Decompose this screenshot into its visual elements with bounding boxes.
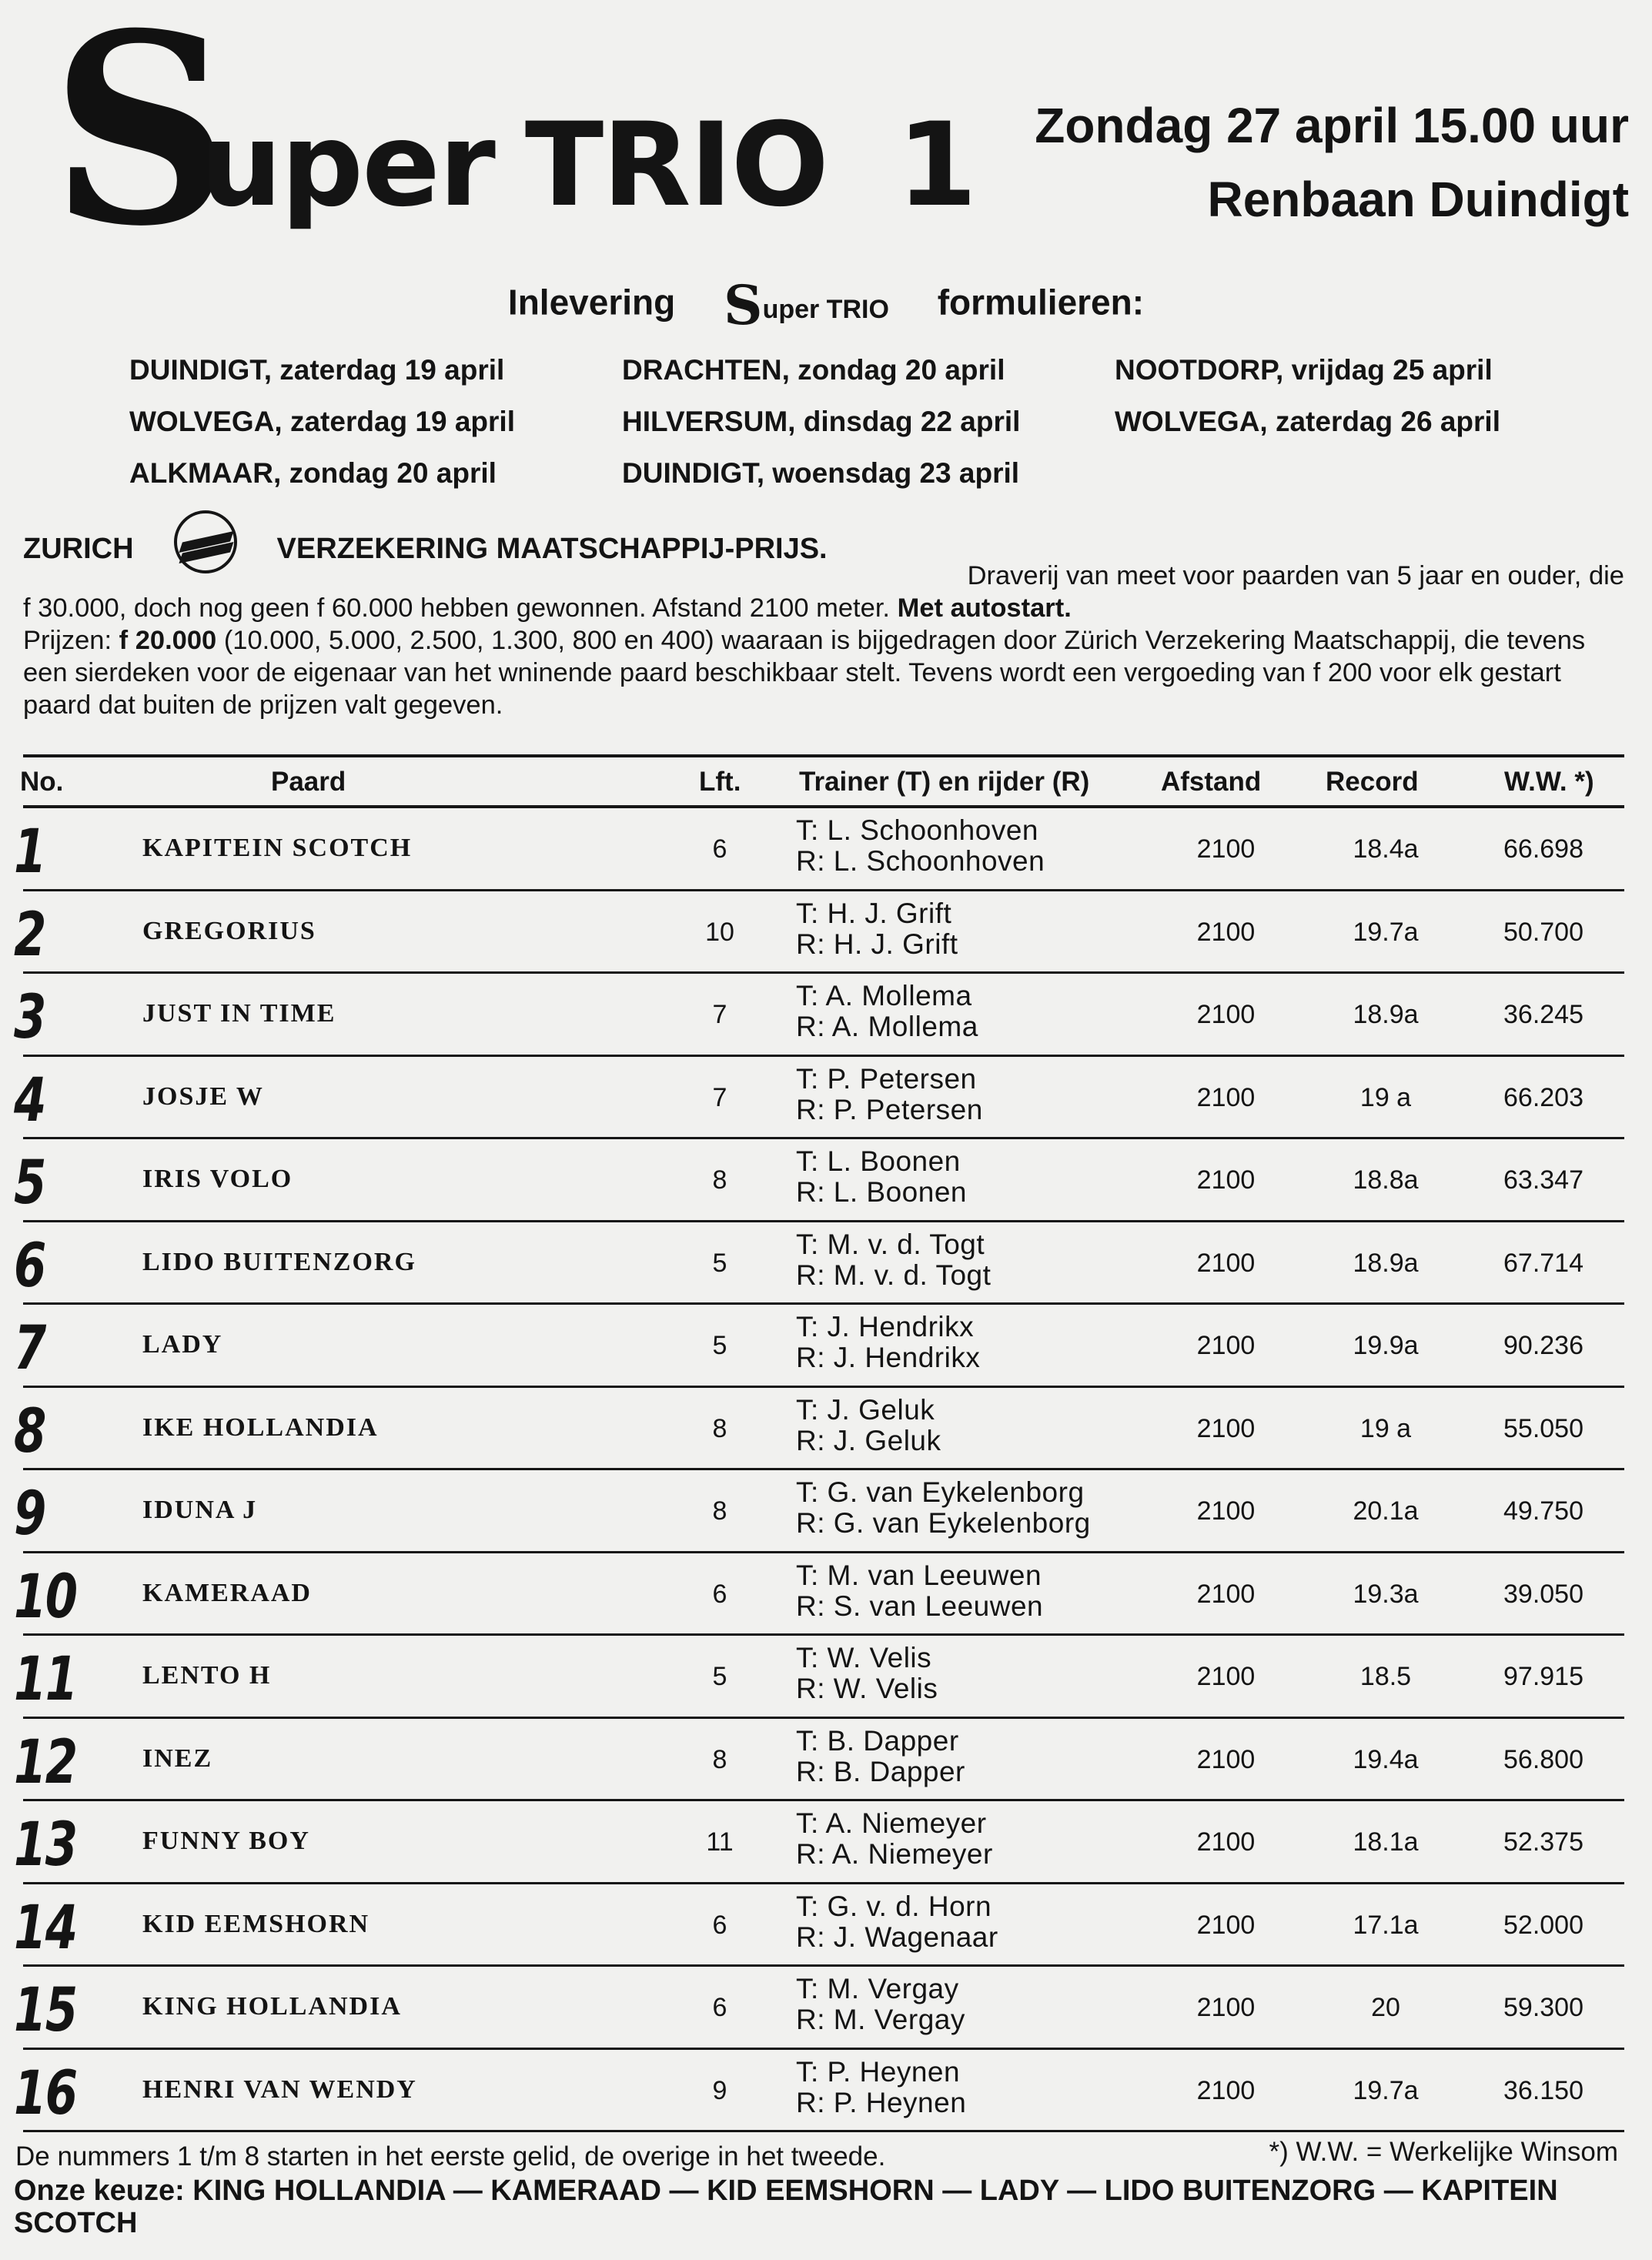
super-trio-mini-logo bbox=[724, 273, 889, 337]
horse-name: LADY bbox=[142, 1330, 223, 1359]
event-info bbox=[936, 89, 1629, 236]
horse-name: JUST IN TIME bbox=[142, 999, 336, 1028]
horse-name: KAMERAAD bbox=[142, 1578, 312, 1607]
horse-record: 20 bbox=[1371, 1993, 1400, 2022]
horse-name: HENRI VAN WENDY bbox=[142, 2074, 417, 2104]
row-divider bbox=[23, 1551, 1624, 1553]
location-item: DUINDIGT, zaterdag 19 april bbox=[129, 354, 505, 386]
rider-name: R: H. J. Grift bbox=[796, 928, 958, 960]
submission-lead: Inlevering bbox=[507, 282, 676, 323]
prizes-label: Prijzen: bbox=[23, 626, 119, 655]
trainer-name: T: M. van Leeuwen bbox=[796, 1559, 1042, 1591]
row-divider bbox=[23, 1055, 1624, 1057]
horse-age: 6 bbox=[712, 834, 727, 864]
row-divider bbox=[23, 1799, 1624, 1801]
table-row bbox=[0, 1886, 1652, 1968]
race-autostart: Met autostart. bbox=[897, 593, 1072, 623]
horse-winnings: 66.203 bbox=[1503, 1082, 1583, 1112]
row-divider bbox=[23, 1633, 1624, 1636]
horse-record: 18.5 bbox=[1359, 1662, 1412, 1691]
race-conditions-text: f 30.000, doch nog geen f 60.000 hebben gewonnen. Afstand 2100 meter. bbox=[23, 593, 898, 623]
row-divider bbox=[23, 2130, 1624, 2132]
row-divider bbox=[23, 1220, 1624, 1222]
header-age: Lft. bbox=[699, 767, 741, 797]
horse-name: LIDO BUITENZORG bbox=[142, 1247, 416, 1276]
table-row bbox=[0, 975, 1652, 1058]
rider-name: R: M. Vergay bbox=[796, 2004, 965, 2035]
rider-name: R: A. Mollema bbox=[796, 1011, 978, 1042]
horse-record: 18.8a bbox=[1353, 1165, 1419, 1195]
trainer-name: T: W. Velis bbox=[796, 1642, 932, 1673]
row-divider bbox=[23, 1386, 1624, 1388]
horse-age: 11 bbox=[706, 1827, 734, 1857]
table-row bbox=[0, 1803, 1652, 1885]
trainer-name: T: A. Mollema bbox=[796, 980, 972, 1011]
horse-number: 1 bbox=[14, 817, 45, 887]
horse-name: INEZ bbox=[142, 1743, 213, 1773]
ww-note: *) W.W. = Werkelijke Winsom bbox=[1269, 2137, 1618, 2167]
horse-age: 7 bbox=[712, 1082, 727, 1112]
header-no: No. bbox=[20, 767, 64, 797]
horse-winnings: 97.915 bbox=[1503, 1662, 1583, 1691]
trainer-name: T: P. Heynen bbox=[796, 2055, 961, 2088]
horse-number: 16 bbox=[14, 2058, 77, 2128]
trainer-name: T: L. Boonen bbox=[796, 1145, 961, 1177]
race-distance: 2100 bbox=[1196, 1744, 1256, 1774]
mini-logo-s: S bbox=[724, 273, 763, 337]
table-row bbox=[0, 2051, 1652, 2134]
table-row bbox=[0, 1224, 1652, 1306]
race-distance: 2100 bbox=[1196, 917, 1256, 947]
table-header bbox=[0, 761, 1652, 805]
horse-number: 3 bbox=[14, 983, 45, 1052]
horse-number: 7 bbox=[14, 1314, 45, 1383]
horse-winnings: 59.300 bbox=[1503, 1993, 1583, 2022]
horse-winnings: 50.700 bbox=[1503, 917, 1583, 947]
horse-winnings: 63.347 bbox=[1503, 1165, 1583, 1195]
horse-age: 7 bbox=[712, 1000, 727, 1029]
logo-number: 1 bbox=[897, 99, 976, 232]
horse-name: KING HOLLANDIA bbox=[142, 1992, 402, 2021]
horse-record: 19.4a bbox=[1353, 1744, 1419, 1774]
header-ww: W.W. *) bbox=[1504, 767, 1594, 797]
sponsor-left: ZURICH bbox=[23, 533, 134, 566]
trainer-name: T: M. v. d. Togt bbox=[796, 1228, 985, 1260]
horse-number: 13 bbox=[14, 1810, 77, 1880]
row-divider bbox=[23, 1468, 1624, 1470]
table-row bbox=[0, 1141, 1652, 1223]
horse-age: 5 bbox=[712, 1248, 727, 1278]
logo-uper: uper bbox=[200, 99, 494, 232]
horse-age: 8 bbox=[712, 1413, 727, 1443]
horse-winnings: 66.698 bbox=[1503, 834, 1583, 864]
race-conditions-line1: Draverij van meet voor paarden van 5 jaar en ouder, die bbox=[967, 561, 1624, 590]
logo-big-s: S bbox=[51, 0, 231, 284]
horse-winnings: 52.000 bbox=[1503, 1910, 1583, 1940]
location-item: WOLVEGA, zaterdag 26 april bbox=[1115, 406, 1500, 437]
horse-age: 6 bbox=[712, 1993, 727, 2022]
table-header-rule bbox=[23, 805, 1624, 808]
header-trainer-rider: Trainer (T) en rijder (R) bbox=[799, 767, 1090, 797]
race-distance: 2100 bbox=[1196, 1579, 1256, 1609]
table-row bbox=[0, 1555, 1652, 1637]
horse-number: 12 bbox=[14, 1727, 77, 1797]
rider-name: R: P. Petersen bbox=[796, 1093, 983, 1125]
prizes-text: (10.000, 5.000, 2.500, 1.300, 800 en 400) waaraan is bijgedragen door Zürich Verzekering Maatschappij, die tevens een sierdeken voor de eigenaar van het wninende paard beschikbaar stelt. Tevens wordt een vergoeding van f 200 voor elk gestart paard dat buiten de prijzen valt gegeven. bbox=[23, 626, 1586, 720]
our-pick: Onze keuze: KING HOLLANDIA — KAMERAAD — KID EEMSHORN — LADY — LIDO BUITENZORG — KAPITEIN SCOTCH bbox=[14, 2175, 1558, 2239]
race-distance: 2100 bbox=[1196, 1000, 1256, 1029]
race-conditions-line2 bbox=[23, 592, 1624, 624]
prizes-amount: f 20.000 bbox=[119, 626, 217, 655]
location-item: WOLVEGA, zaterdag 19 april bbox=[129, 406, 515, 437]
horse-number: 15 bbox=[14, 1976, 77, 2045]
race-distance: 2100 bbox=[1196, 834, 1256, 864]
race-distance: 2100 bbox=[1196, 1662, 1256, 1691]
horse-name: IRIS VOLO bbox=[142, 1165, 293, 1193]
race-distance: 2100 bbox=[1196, 1082, 1256, 1112]
submission-tail: formulieren: bbox=[937, 282, 1145, 323]
rider-name: R: J. Hendrikx bbox=[796, 1342, 981, 1373]
horse-name: FUNNY BOY bbox=[142, 1827, 310, 1855]
location-item: DUINDIGT, woensdag 23 april bbox=[622, 457, 1020, 489]
horse-name: IKE HOLLANDIA bbox=[142, 1412, 379, 1442]
horse-name: LENTO H bbox=[142, 1661, 272, 1690]
rider-name: R: J. Geluk bbox=[796, 1424, 941, 1456]
horse-record: 18.4a bbox=[1353, 834, 1419, 864]
horse-age: 10 bbox=[705, 917, 734, 947]
race-distance: 2100 bbox=[1196, 1827, 1256, 1857]
race-description bbox=[23, 560, 1624, 721]
submission-heading bbox=[0, 273, 1652, 337]
table-row bbox=[0, 1637, 1652, 1720]
horse-number: 2 bbox=[14, 900, 45, 970]
table-row bbox=[0, 1472, 1652, 1554]
row-divider bbox=[23, 1302, 1624, 1305]
rider-name: R: J. Wagenaar bbox=[796, 1921, 998, 1953]
horse-record: 18.9a bbox=[1353, 1000, 1419, 1029]
horse-number: 10 bbox=[14, 1562, 77, 1632]
horse-record: 17.1a bbox=[1353, 1910, 1419, 1940]
horse-winnings: 90.236 bbox=[1503, 1331, 1583, 1360]
horse-age: 5 bbox=[712, 1331, 727, 1360]
horse-winnings: 55.050 bbox=[1503, 1413, 1583, 1443]
horse-winnings: 67.714 bbox=[1503, 1248, 1583, 1278]
trainer-name: T: G. van Eykelenborg bbox=[796, 1476, 1085, 1508]
event-date-time: Zondag 27 april 15.00 uur bbox=[1035, 98, 1629, 153]
row-divider bbox=[23, 2048, 1624, 2050]
horse-winnings: 39.050 bbox=[1503, 1579, 1583, 1609]
race-distance: 2100 bbox=[1196, 1993, 1256, 2022]
horse-age: 6 bbox=[712, 1910, 727, 1940]
location-item: HILVERSUM, dinsdag 22 april bbox=[622, 406, 1021, 437]
table-row bbox=[0, 1389, 1652, 1472]
horse-age: 8 bbox=[712, 1496, 727, 1526]
rider-name: R: G. van Eykelenborg bbox=[796, 1507, 1091, 1539]
horse-number: 6 bbox=[14, 1231, 45, 1301]
rider-name: R: L. Boonen bbox=[796, 1176, 967, 1208]
horse-record: 19.7a bbox=[1353, 2075, 1419, 2105]
rider-name: R: P. Heynen bbox=[796, 2086, 967, 2118]
horse-age: 9 bbox=[712, 2075, 727, 2105]
horse-number: 8 bbox=[14, 1396, 45, 1466]
horse-number: 11 bbox=[14, 1645, 77, 1714]
header-distance: Afstand bbox=[1161, 767, 1262, 797]
race-distance: 2100 bbox=[1196, 1165, 1256, 1195]
submission-locations bbox=[129, 354, 1638, 497]
location-item: DRACHTEN, zondag 20 april bbox=[622, 354, 1005, 386]
horse-name: JOSJE W bbox=[142, 1082, 264, 1111]
horse-age: 8 bbox=[712, 1165, 727, 1195]
horse-name: GREGORIUS bbox=[142, 916, 316, 945]
horse-name: IDUNA J bbox=[142, 1496, 258, 1524]
rider-name: R: B. Dapper bbox=[796, 1755, 965, 1787]
rider-name: R: M. v. d. Togt bbox=[796, 1259, 992, 1291]
horse-record: 19.3a bbox=[1353, 1579, 1419, 1609]
horse-record: 18.1a bbox=[1353, 1827, 1419, 1857]
race-prizes bbox=[23, 624, 1624, 721]
horse-winnings: 36.150 bbox=[1503, 2075, 1583, 2105]
horse-number: 9 bbox=[14, 1479, 45, 1549]
horse-name: KAPITEIN SCOTCH bbox=[142, 834, 413, 862]
horse-winnings: 49.750 bbox=[1503, 1496, 1583, 1526]
row-divider bbox=[23, 1717, 1624, 1719]
race-distance: 2100 bbox=[1196, 1248, 1256, 1278]
horse-age: 6 bbox=[712, 1579, 727, 1609]
row-divider bbox=[23, 1964, 1624, 1967]
super-trio-logo bbox=[46, 0, 976, 284]
start-note: De nummers 1 t/m 8 starten in het eerste gelid, de overige in het tweede. bbox=[15, 2141, 886, 2171]
trainer-name: T: P. Petersen bbox=[796, 1062, 977, 1095]
race-distance: 2100 bbox=[1196, 1331, 1256, 1360]
race-distance: 2100 bbox=[1196, 1910, 1256, 1940]
rider-name: R: W. Velis bbox=[796, 1673, 938, 1704]
row-divider bbox=[23, 1137, 1624, 1139]
logo-wordmark bbox=[200, 100, 975, 231]
rider-name: R: S. van Leeuwen bbox=[796, 1590, 1044, 1622]
horse-number: 4 bbox=[14, 1065, 45, 1135]
logo-trio: TRIO bbox=[524, 99, 828, 232]
race-distance: 2100 bbox=[1196, 2075, 1256, 2105]
horse-winnings: 56.800 bbox=[1503, 1744, 1583, 1774]
horse-record: 19.9a bbox=[1353, 1331, 1419, 1360]
header-horse: Paard bbox=[271, 767, 346, 797]
table-row bbox=[0, 810, 1652, 892]
horse-record: 19 a bbox=[1359, 1082, 1412, 1112]
trainer-name: T: M. Vergay bbox=[796, 1973, 959, 2004]
table-row bbox=[0, 1720, 1652, 1803]
horse-winnings: 36.245 bbox=[1503, 1000, 1583, 1029]
mini-logo-text: uper TRIO bbox=[762, 295, 889, 324]
header-record: Record bbox=[1326, 767, 1419, 797]
race-distance: 2100 bbox=[1196, 1496, 1256, 1526]
trainer-name: T: G. v. d. Horn bbox=[796, 1890, 992, 1922]
trainer-name: T: L. Schoonhoven bbox=[796, 814, 1038, 846]
location-item: NOOTDORP, vrijdag 25 april bbox=[1115, 354, 1493, 386]
trainer-name: T: J. Geluk bbox=[796, 1393, 935, 1426]
horse-age: 8 bbox=[712, 1744, 727, 1774]
table-row bbox=[0, 1058, 1652, 1141]
footer-notes bbox=[15, 2137, 1624, 2172]
table-row bbox=[0, 893, 1652, 975]
location-item: ALKMAAR, zondag 20 april bbox=[129, 457, 497, 489]
sponsor-right: VERZEKERING MAATSCHAPPIJ-PRIJS. bbox=[276, 533, 828, 566]
trainer-name: T: B. Dapper bbox=[796, 1724, 959, 1757]
row-divider bbox=[23, 971, 1624, 974]
horse-number: 5 bbox=[14, 1148, 45, 1218]
rider-name: R: L. Schoonhoven bbox=[796, 845, 1045, 877]
horse-record: 19 a bbox=[1359, 1413, 1412, 1443]
horse-record: 19.7a bbox=[1353, 917, 1419, 947]
row-divider bbox=[23, 889, 1624, 891]
trainer-name: T: J. Hendrikx bbox=[796, 1311, 975, 1342]
table-top-rule bbox=[23, 754, 1624, 757]
horse-name: KID EEMSHORN bbox=[142, 1909, 370, 1938]
rider-name: R: A. Niemeyer bbox=[796, 1838, 993, 1870]
horse-record: 20.1a bbox=[1353, 1496, 1419, 1526]
horse-age: 5 bbox=[712, 1662, 727, 1691]
trainer-name: T: H. J. Grift bbox=[796, 897, 952, 929]
race-distance: 2100 bbox=[1196, 1413, 1256, 1443]
table-row bbox=[0, 1968, 1652, 2051]
horse-record: 18.9a bbox=[1353, 1248, 1419, 1278]
horse-winnings: 52.375 bbox=[1503, 1827, 1583, 1857]
trainer-name: T: A. Niemeyer bbox=[796, 1807, 987, 1839]
row-divider bbox=[23, 1882, 1624, 1884]
event-venue: Renbaan Duindigt bbox=[1207, 172, 1629, 227]
table-row bbox=[0, 1306, 1652, 1389]
horse-number: 14 bbox=[14, 1893, 77, 1963]
